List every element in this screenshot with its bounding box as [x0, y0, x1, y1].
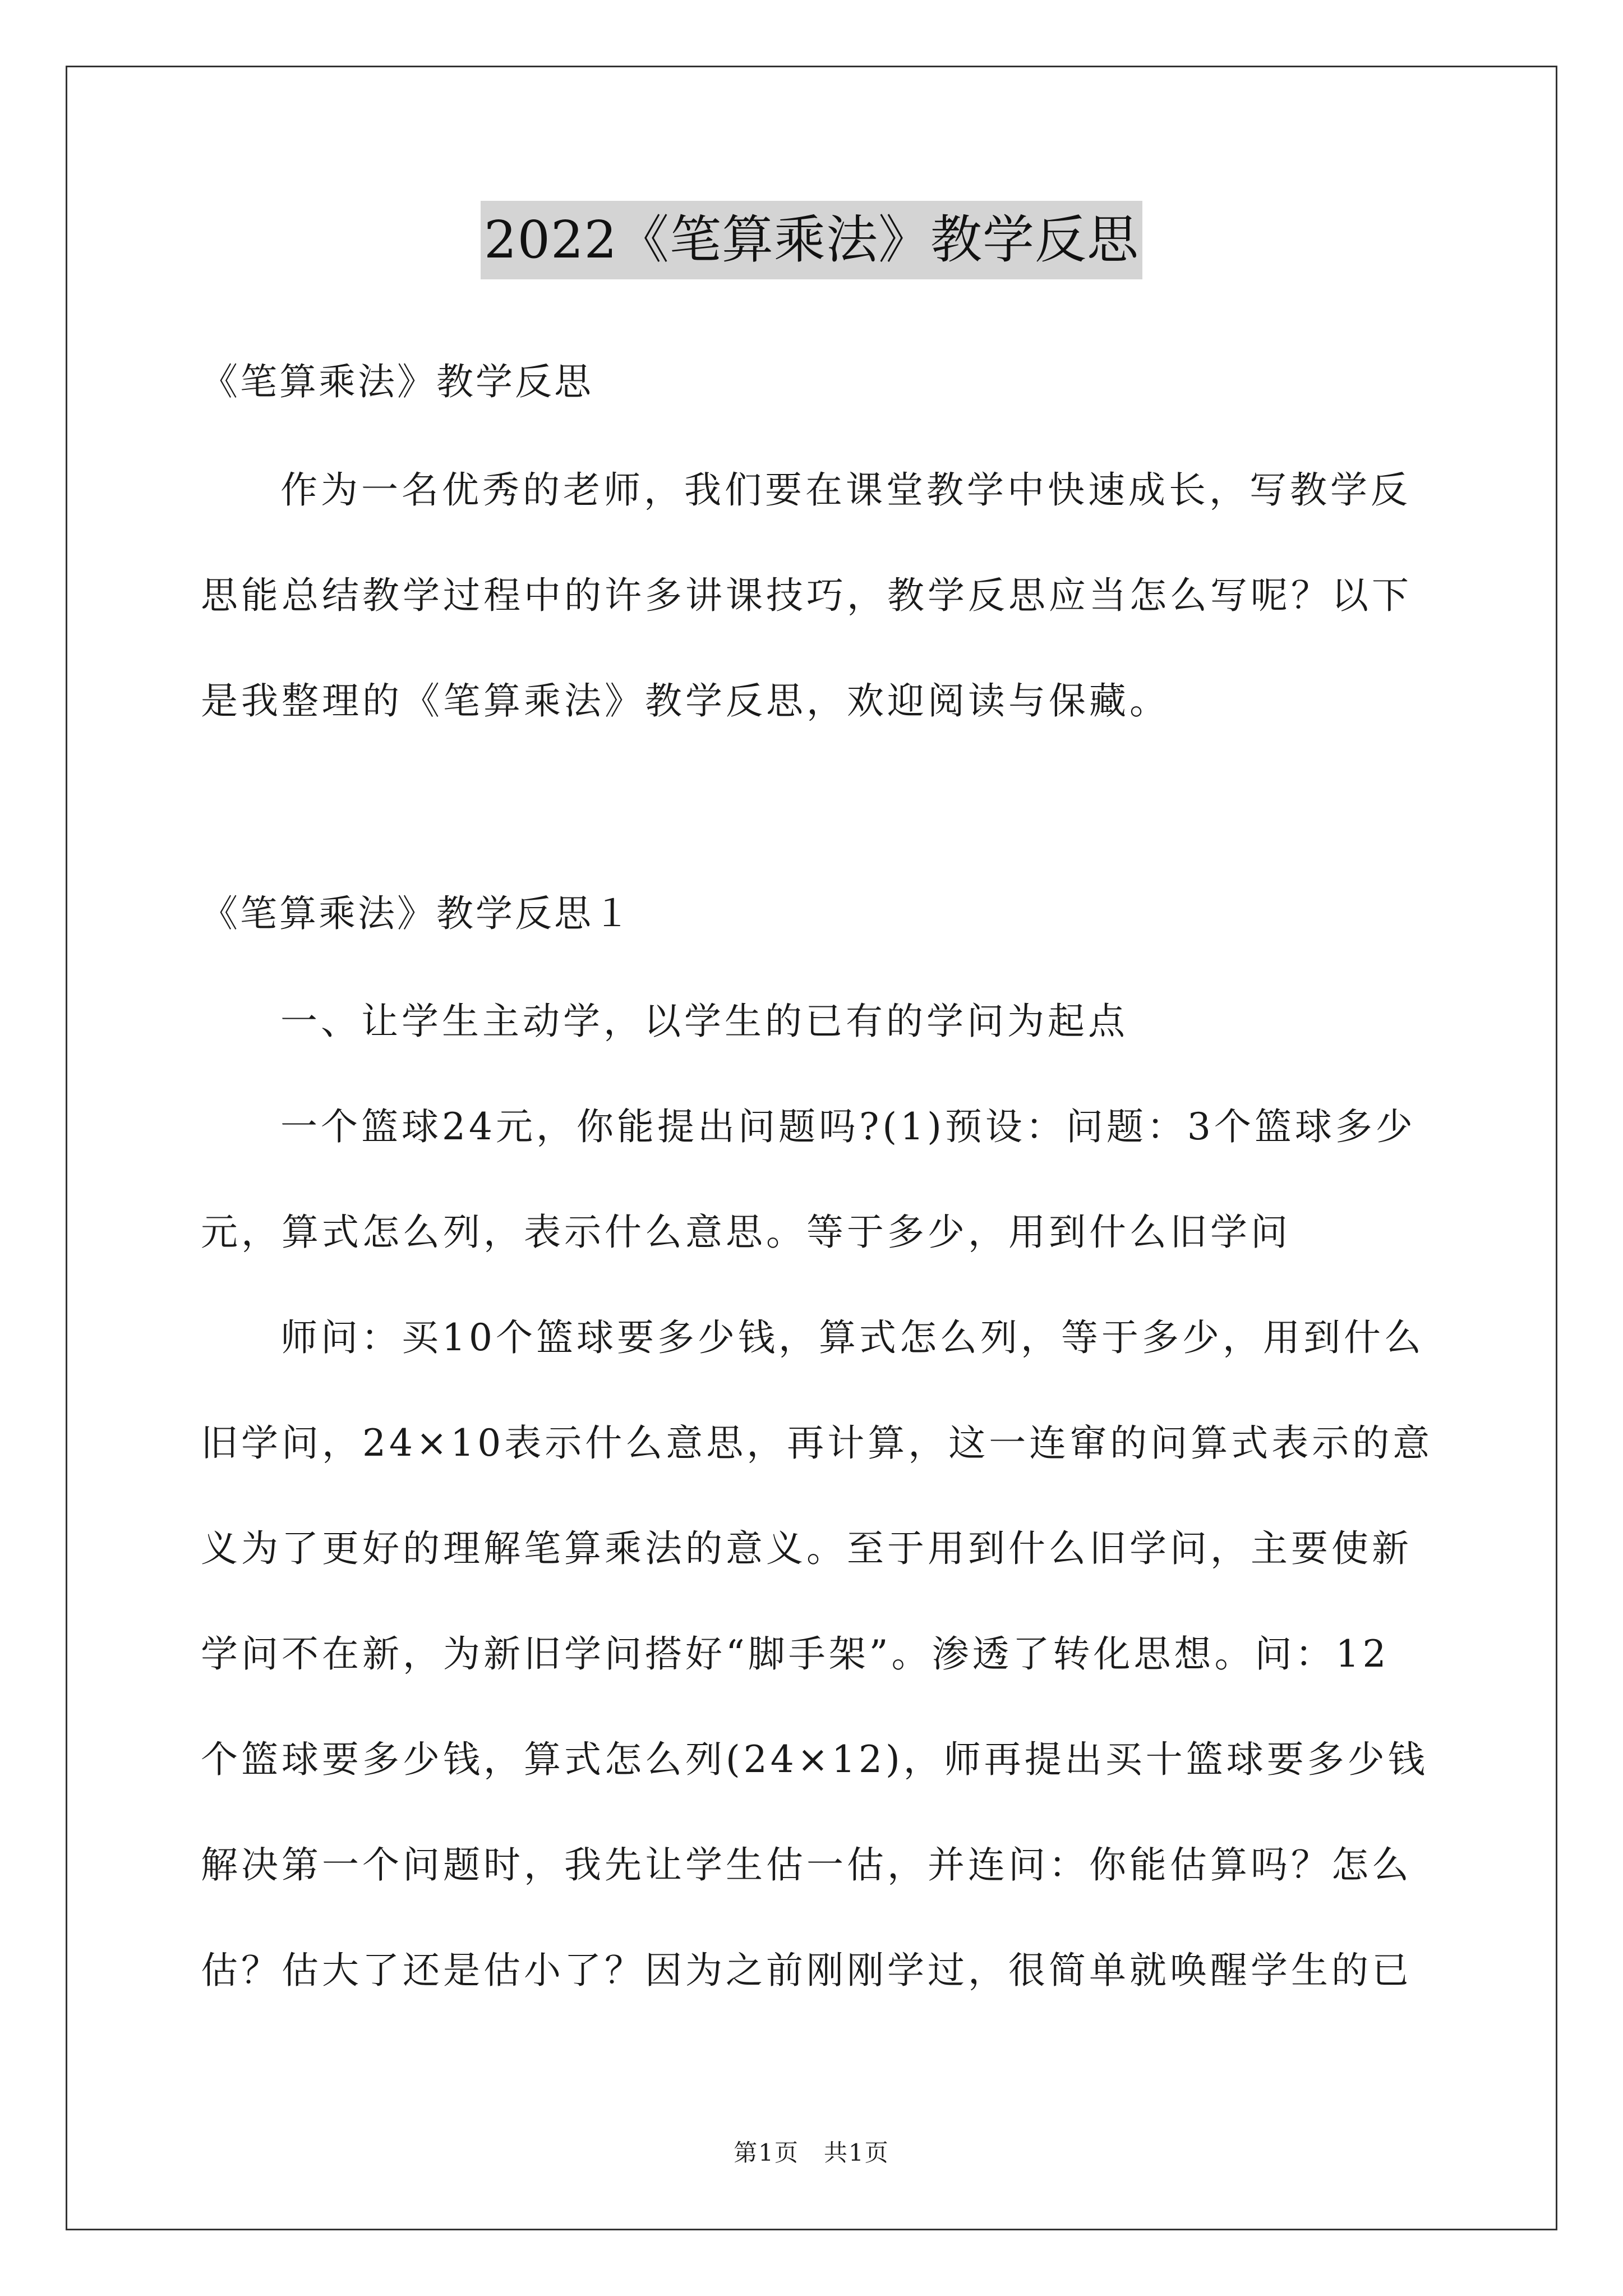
intro-line: 作为一名优秀的老师，我们要在课堂教学中快速成长，写教学反: [280, 468, 1411, 512]
section-line: 解决第一个问题时，我先让学生估一估，并连问：你能估算吗？怎么: [201, 1843, 1412, 1887]
intro-line: 思能总结教学过程中的许多讲课技巧，教学反思应当怎么写呢？以下: [201, 574, 1412, 617]
section-heading: 《笔算乘法》教学反思１: [201, 892, 633, 935]
title-container: [0, 201, 1623, 279]
section-line: 义为了更好的理解笔算乘法的意义。至于用到什么旧学问，主要使新: [201, 1527, 1412, 1570]
document-subtitle: 《笔算乘法》教学反思: [201, 360, 593, 403]
section-line: 一、让学生主动学，以学生的已有的学问为起点: [280, 1000, 1128, 1043]
section-body: [201, 969, 1433, 2023]
section-line: 估？估大了还是估小了？因为之前刚刚学过，很简单就唤醒学生的已: [201, 1949, 1412, 1992]
intro-line: 是我整理的《笔算乘法》教学反思，欢迎阅读与保藏。: [201, 679, 1170, 723]
section-line: 师问：买10个篮球要多少钱，算式怎么列，等于多少，用到什么: [280, 1316, 1424, 1359]
page-footer: 第1页 共1页: [734, 2139, 889, 2166]
section-line: 元，算式怎么列，表示什么意思。等于多少，用到什么旧学问: [201, 1211, 1291, 1254]
section-line: 学问不在新，为新旧学问搭好“脚手架”。渗透了转化思想。问：12: [201, 1632, 1390, 1676]
section-line: 个篮球要多少钱，算式怎么列(24×12)，师再提出买十篮球要多少钱: [201, 1738, 1428, 1781]
document-title: 2022《笔算乘法》教学反思: [481, 201, 1142, 279]
section-line: 旧学问，24×10表示什么意思，再计算，这一连窜的问算式表示的意: [201, 1421, 1433, 1465]
section-line: 一个篮球24元，你能提出问题吗?(1)预设：问题：3个篮球多少: [280, 1105, 1416, 1148]
intro-paragraph: [201, 438, 1423, 754]
